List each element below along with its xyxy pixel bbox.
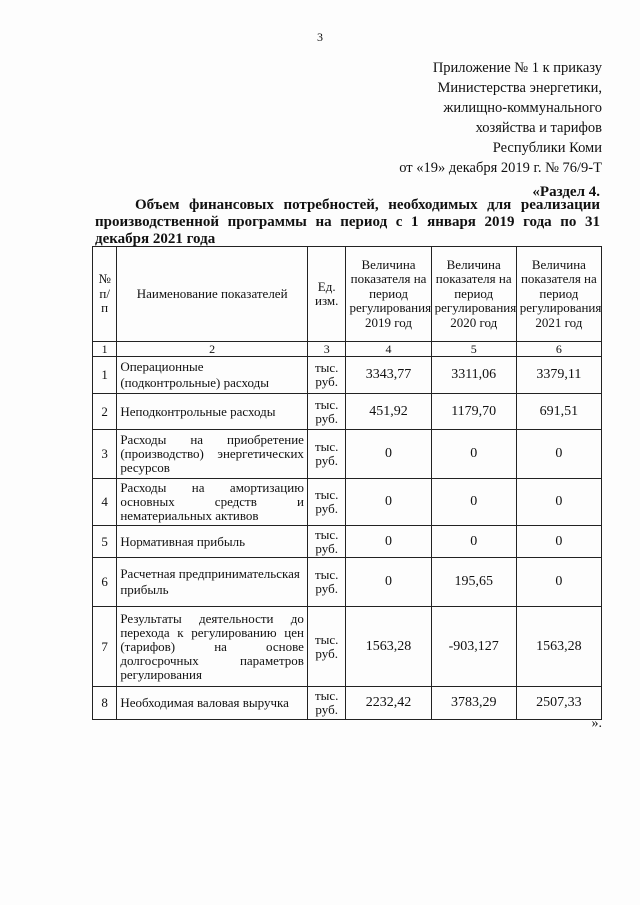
row-num: 8 (93, 687, 117, 720)
row-value-2021: 0 (516, 430, 601, 479)
header-2020: Величина показателя на период регулирования 2020 год (431, 247, 516, 342)
row-value-2019: 451,92 (346, 394, 431, 430)
row-value-2021: 0 (516, 558, 601, 607)
row-value-2019: 0 (346, 558, 431, 607)
index-cell: 3 (307, 342, 346, 357)
row-name: Расчетная предпринимательская прибыль (117, 558, 308, 607)
header-2019: Величина показателя на период регулирования 2019 год (346, 247, 431, 342)
financial-needs-table (92, 246, 602, 720)
row-unit: тыс. руб. (307, 687, 346, 720)
row-num: 4 (93, 479, 117, 526)
row-value-2020: -903,127 (431, 607, 516, 687)
row-value-2020: 0 (431, 526, 516, 558)
table-row (93, 430, 602, 479)
row-value-2019: 0 (346, 526, 431, 558)
page-number: 3 (317, 30, 323, 44)
row-value-2021: 691,51 (516, 394, 601, 430)
row-value-2019: 0 (346, 430, 431, 479)
index-cell: 6 (516, 342, 601, 357)
index-cell: 4 (346, 342, 431, 357)
table-header-row (93, 247, 602, 342)
row-num: 5 (93, 526, 117, 558)
row-name: Результаты деятельности до перехода к регулированию цен (тарифов) на основе долгосрочных параметров регулирования (117, 607, 308, 687)
row-value-2021: 1563,28 (516, 607, 601, 687)
row-value-2021: 2507,33 (516, 687, 601, 720)
row-value-2020: 195,65 (431, 558, 516, 607)
header-num: № п/п (93, 247, 117, 342)
row-num: 6 (93, 558, 117, 607)
row-num: 1 (93, 357, 117, 394)
row-num: 3 (93, 430, 117, 479)
appendix-line: Республики Коми (492, 140, 602, 156)
row-num: 7 (93, 607, 117, 687)
row-value-2020: 0 (431, 479, 516, 526)
row-unit: тыс. руб. (307, 357, 346, 394)
row-unit: тыс. руб. (307, 479, 346, 526)
row-value-2019: 1563,28 (346, 607, 431, 687)
table-row (93, 558, 602, 607)
section-label: «Раздел 4. (532, 184, 600, 200)
row-value-2021: 0 (516, 479, 601, 526)
appendix-line: Приложение № 1 к приказу (432, 60, 602, 76)
table-row (93, 479, 602, 526)
table-row (93, 526, 602, 558)
row-name: Операционные (подконтрольные) расходы (117, 357, 308, 394)
row-name: Нормативная прибыль (117, 526, 308, 558)
row-value-2020: 0 (431, 430, 516, 479)
row-unit: тыс. руб. (307, 558, 346, 607)
appendix-line: от «19» декабря 2019 г. № 76/9-Т (399, 160, 602, 176)
row-name: Неподконтрольные расходы (117, 394, 308, 430)
document-heading: Объем финансовых потребностей, необходимых для реализации производственной программы на период с 1 января 2019 года по 31 декабря 2021 года (95, 197, 600, 247)
table-row (93, 607, 602, 687)
header-unit: Ед. изм. (307, 247, 346, 342)
appendix-block (399, 58, 602, 178)
appendix-line: Министерства энергетики, (437, 80, 602, 96)
row-name: Необходимая валовая выручка (117, 687, 308, 720)
row-value-2021: 0 (516, 526, 601, 558)
appendix-line: жилищно-коммунального (443, 100, 602, 116)
appendix-line: хозяйства и тарифов (475, 120, 602, 136)
table-row (93, 357, 602, 394)
header-2021: Величина показателя на период регулирования 2021 год (516, 247, 601, 342)
row-value-2020: 1179,70 (431, 394, 516, 430)
index-cell: 2 (117, 342, 308, 357)
table-row (93, 687, 602, 720)
column-index-row (93, 342, 602, 357)
row-value-2019: 3343,77 (346, 357, 431, 394)
index-cell: 5 (431, 342, 516, 357)
row-unit: тыс. руб. (307, 607, 346, 687)
row-num: 2 (93, 394, 117, 430)
row-value-2021: 3379,11 (516, 357, 601, 394)
row-value-2020: 3783,29 (431, 687, 516, 720)
row-name: Расходы на амортизацию основных средств и нематериальных активов (117, 479, 308, 526)
closing-quote: ». (591, 716, 602, 731)
row-unit: тыс. руб. (307, 526, 346, 558)
row-unit: тыс. руб. (307, 394, 346, 430)
row-value-2019: 2232,42 (346, 687, 431, 720)
table-row (93, 394, 602, 430)
row-value-2020: 3311,06 (431, 357, 516, 394)
index-cell: 1 (93, 342, 117, 357)
row-name: Расходы на приобретение (производство) энергетических ресурсов (117, 430, 308, 479)
row-value-2019: 0 (346, 479, 431, 526)
row-unit: тыс. руб. (307, 430, 346, 479)
header-name: Наименование показателей (117, 247, 308, 342)
